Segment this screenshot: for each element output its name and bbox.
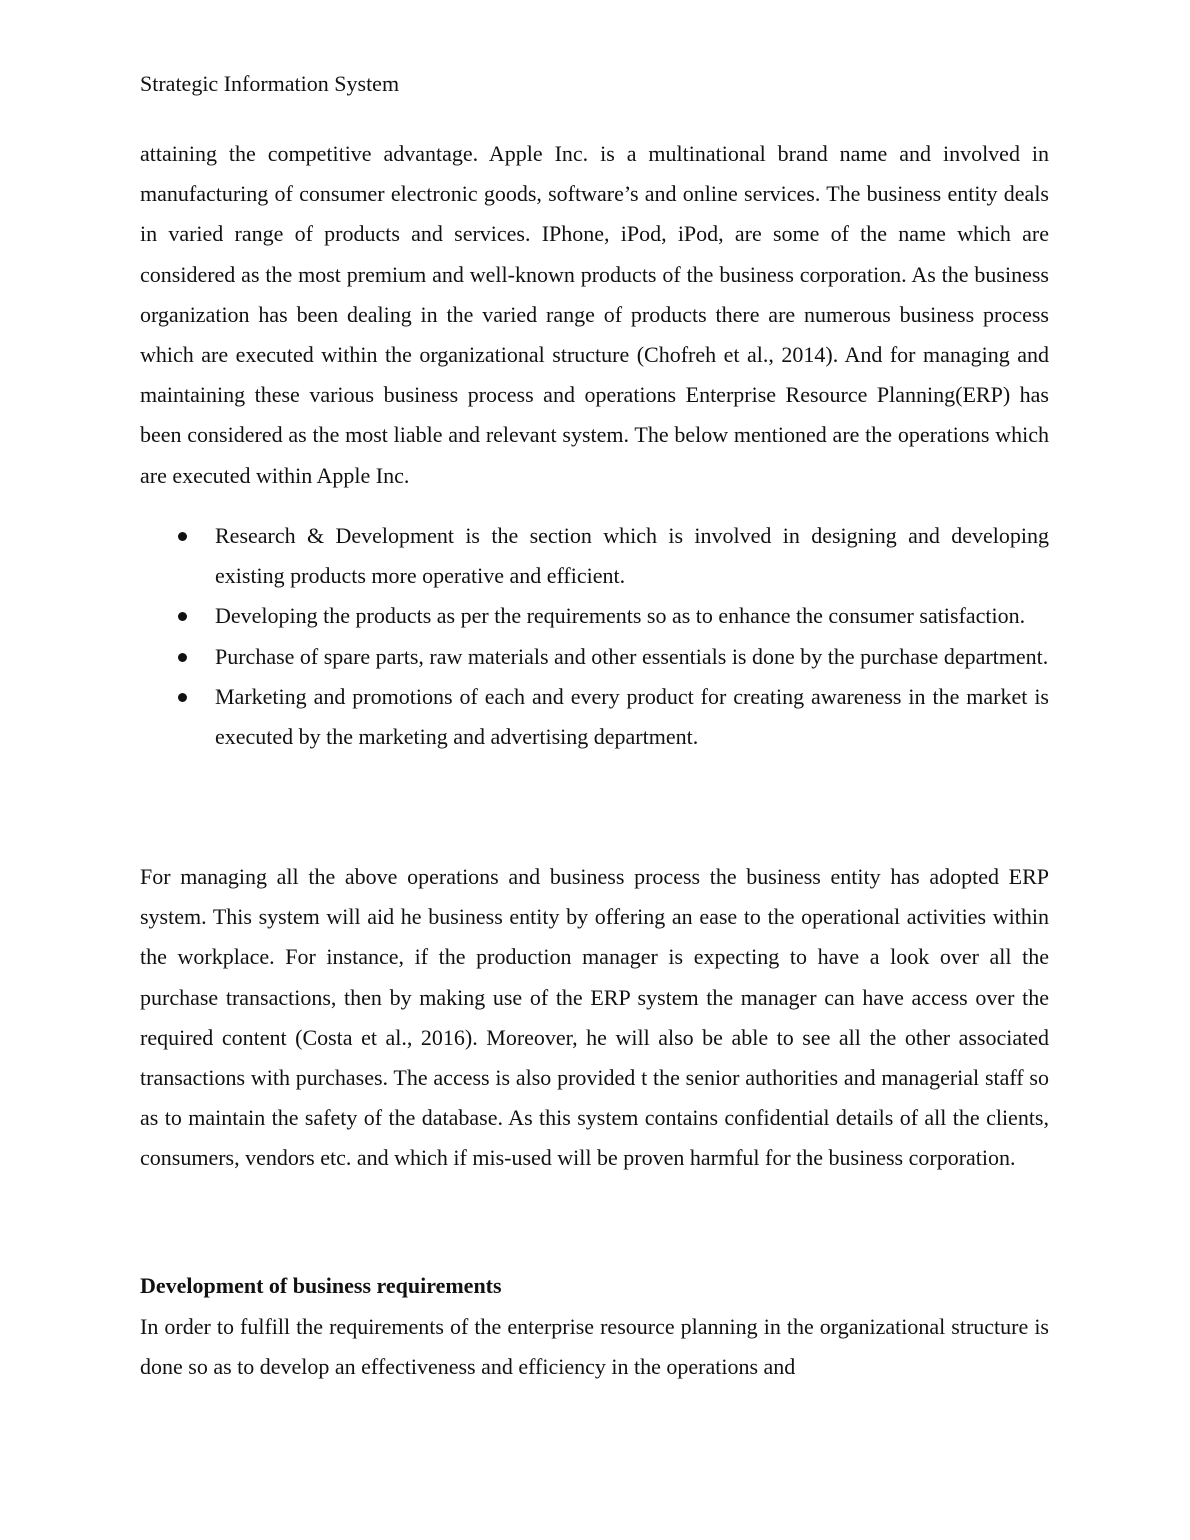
erp-paragraph: For managing all the above operations and business process the business entity has adopted ERP system. This system will aid he business entity by offering an ease to the operational activities within the workplace. For instance, if the production manager is expecting to have a look over all the purchase transactions, then by making use of the ERP system the manager can have access over the required content (Costa et al., 2016). Moreover, he will also be able to see all the other associated transactions with purchases. The access is also provided t the senior authorities and managerial staff so as to maintain the safety of the database. As this system contains confidential details of all the clients, consumers, vendors etc. and which if mis-used will be proven harmful for the business corporation. — [140, 864, 1049, 1171]
list-item — [140, 637, 1049, 677]
list-item-text: Marketing and promotions of each and every product for creating awareness in the market is executed by the marketing and advertising department. — [215, 683, 1049, 750]
list-item-text: Purchase of spare parts, raw materials and other essentials is done by the purchase department. — [215, 643, 1049, 669]
list-item-text: Developing the products as per the requirements so as to enhance the consumer satisfaction. — [215, 603, 1026, 629]
list-item — [140, 677, 1049, 757]
operations-bullet-list — [140, 516, 1049, 757]
bullet-icon — [178, 612, 187, 621]
requirements-paragraph: In order to fulfill the requirements of the enterprise resource planning in the organizational structure is done so as to develop an effectiveness and efficiency in the operations and — [140, 1314, 1049, 1380]
section-heading: Development of business requirements — [140, 1273, 502, 1298]
bullet-icon — [178, 532, 187, 541]
running-header: Strategic Information System — [140, 71, 400, 96]
bullet-icon — [178, 693, 187, 702]
intro-paragraph: attaining the competitive advantage. Apple Inc. is a multinational brand name and involved in manufacturing of consumer electronic goods, software’s and online services. The business entity deals in varied range of products and services. IPhone, iPod, iPod, are some of the name which are considered as the most premium and well-known products of the business corporation. As the business organization has been dealing in the varied range of products there are numerous business process which are executed within the organizational structure (Chofreh et al., 2014). And for managing and maintaining these various business process and operations Enterprise Resource Planning(ERP) has been considered as the most liable and relevant system. The below mentioned are the operations which are executed within Apple Inc. — [140, 141, 1049, 488]
list-item — [140, 596, 1049, 636]
list-item — [140, 516, 1049, 596]
list-item-text: Research & Development is the section which is involved in designing and developing existing products more operative and efficient. — [215, 523, 1049, 589]
bullet-icon — [178, 653, 187, 662]
